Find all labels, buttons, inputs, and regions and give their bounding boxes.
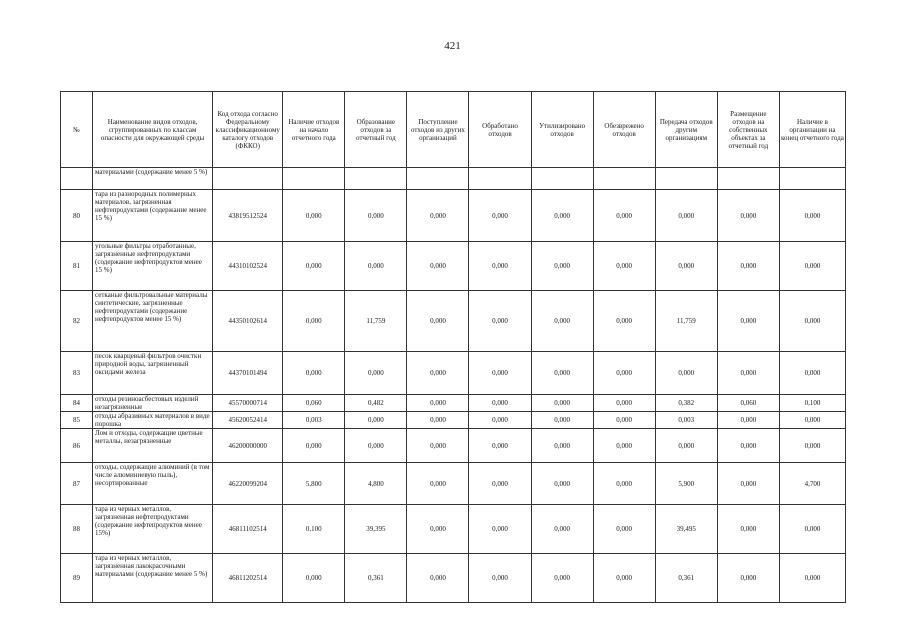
column-header: Наименование видов отходов, сгруппированных по классам опасности для окружающей среды — [93, 92, 213, 168]
value-cell — [345, 168, 407, 190]
row-number: 89 — [61, 554, 93, 603]
value-cell: 0,000 — [407, 412, 469, 429]
value-cell: 0,000 — [531, 291, 593, 352]
value-cell: 0,000 — [717, 352, 779, 395]
column-header: Наличие в организации на конец отчетного года — [779, 92, 845, 168]
waste-table — [60, 91, 846, 603]
waste-name: отходы, содержащие алюминий (в том числе алюминиевую пыль), несортированные — [93, 463, 213, 505]
value-cell: 0,000 — [407, 352, 469, 395]
row-number: 86 — [61, 429, 93, 463]
value-cell: 0,000 — [531, 463, 593, 505]
value-cell: 0,000 — [717, 505, 779, 554]
value-cell: 0,000 — [593, 505, 655, 554]
value-cell: 0,000 — [531, 190, 593, 242]
table-header-row — [61, 92, 846, 168]
column-header: Поступление отходов из других организаций — [407, 92, 469, 168]
value-cell: 0,000 — [469, 505, 531, 554]
value-cell: 0,000 — [283, 352, 345, 395]
value-cell: 0,000 — [717, 429, 779, 463]
value-cell: 0,000 — [593, 291, 655, 352]
value-cell — [655, 168, 717, 190]
value-cell: 0,000 — [593, 412, 655, 429]
value-cell: 0,000 — [407, 242, 469, 291]
value-cell: 0,000 — [469, 190, 531, 242]
value-cell: 0,000 — [407, 505, 469, 554]
value-cell: 0,000 — [283, 242, 345, 291]
value-cell: 0,000 — [469, 291, 531, 352]
table-row — [61, 554, 846, 603]
value-cell: 4,700 — [779, 463, 845, 505]
waste-name: сетканые фильтровальные материалы синтетические, загрязненные нефтепродуктами (содержание нефтепродуктов менее 15 %) — [93, 291, 213, 352]
waste-name: угольные фильтры отработанные, загрязненные нефтепродуктами (содержание нефтепродуктов менее 15 %) — [93, 242, 213, 291]
value-cell: 0,100 — [283, 505, 345, 554]
value-cell: 0,000 — [407, 554, 469, 603]
waste-name: материалами (содержание менее 5 %) — [93, 168, 213, 190]
column-header: Образование отходов за отчетный год — [345, 92, 407, 168]
value-cell — [717, 168, 779, 190]
row-number: 85 — [61, 412, 93, 429]
value-cell: 0,000 — [717, 463, 779, 505]
row-number: 87 — [61, 463, 93, 505]
value-cell: 0,000 — [345, 352, 407, 395]
row-number: 81 — [61, 242, 93, 291]
value-cell: 0,000 — [593, 242, 655, 291]
value-cell: 0,000 — [779, 190, 845, 242]
fkko-code: 46220099204 — [213, 463, 283, 505]
fkko-code: 46811202514 — [213, 554, 283, 603]
row-number: 83 — [61, 352, 93, 395]
fkko-code: 45570000714 — [213, 395, 283, 412]
page-number: 421 — [444, 40, 461, 52]
value-cell: 4,800 — [345, 463, 407, 505]
waste-name: отходы резиноасбестовых изделий незагрязненные — [93, 395, 213, 412]
row-number: 80 — [61, 190, 93, 242]
value-cell: 0,000 — [593, 429, 655, 463]
value-cell: 0,000 — [531, 505, 593, 554]
value-cell: 0,000 — [407, 463, 469, 505]
column-header: Утилизировано отходов — [531, 92, 593, 168]
value-cell: 0,000 — [531, 395, 593, 412]
value-cell: 0,003 — [283, 412, 345, 429]
value-cell: 0,000 — [593, 395, 655, 412]
value-cell: 0,000 — [717, 412, 779, 429]
column-header: Обработано отходов — [469, 92, 531, 168]
waste-name: тара из разнородных полимерных материалов, загрязненная нефтепродуктами (содержание менее 15 %) — [93, 190, 213, 242]
table-row — [61, 242, 846, 291]
value-cell: 0,382 — [655, 395, 717, 412]
value-cell: 0,000 — [469, 554, 531, 603]
value-cell: 0,060 — [717, 395, 779, 412]
value-cell: 0,000 — [345, 190, 407, 242]
value-cell: 39,395 — [345, 505, 407, 554]
table-row — [61, 291, 846, 352]
value-cell — [531, 168, 593, 190]
value-cell: 0,000 — [469, 242, 531, 291]
value-cell: 0,000 — [655, 190, 717, 242]
value-cell: 0,000 — [469, 412, 531, 429]
value-cell: 0,000 — [283, 429, 345, 463]
value-cell: 0,000 — [655, 429, 717, 463]
fkko-code: 46200000000 — [213, 429, 283, 463]
waste-name: Лом и отходы, содержащие цветные металлы, незагрязненные — [93, 429, 213, 463]
value-cell: 0,000 — [779, 412, 845, 429]
value-cell: 0,000 — [593, 352, 655, 395]
value-cell: 0,000 — [469, 429, 531, 463]
value-cell: 0,000 — [469, 395, 531, 412]
value-cell: 39,495 — [655, 505, 717, 554]
column-header: № — [61, 92, 93, 168]
value-cell: 0,000 — [407, 291, 469, 352]
value-cell: 0,000 — [779, 291, 845, 352]
value-cell: 0,000 — [717, 554, 779, 603]
fkko-code: 43819512524 — [213, 190, 283, 242]
value-cell — [779, 168, 845, 190]
value-cell: 0,000 — [345, 412, 407, 429]
value-cell: 0,000 — [717, 291, 779, 352]
waste-name: отходы абразивных материалов в виде порошка — [93, 412, 213, 429]
value-cell — [593, 168, 655, 190]
waste-name: тара из черных металлов, загрязненная нефтепродуктами (содержание нефтепродуктов менее 15%) — [93, 505, 213, 554]
value-cell: 0,000 — [345, 242, 407, 291]
value-cell: 0,000 — [717, 190, 779, 242]
row-number — [61, 168, 93, 190]
value-cell: 5,800 — [283, 463, 345, 505]
value-cell: 0,003 — [655, 412, 717, 429]
table-row — [61, 190, 846, 242]
value-cell: 0,000 — [655, 352, 717, 395]
waste-name: песок кварцевый фильтров очистки природной воды, загрязненный оксидами железа — [93, 352, 213, 395]
table-body — [61, 168, 846, 603]
row-number: 84 — [61, 395, 93, 412]
value-cell: 0,361 — [345, 554, 407, 603]
table-row — [61, 395, 846, 412]
row-number: 82 — [61, 291, 93, 352]
value-cell: 0,000 — [531, 352, 593, 395]
value-cell: 0,000 — [283, 190, 345, 242]
table-row — [61, 505, 846, 554]
value-cell: 0,000 — [655, 242, 717, 291]
column-header: Обезврежено отходов — [593, 92, 655, 168]
value-cell: 0,100 — [779, 395, 845, 412]
fkko-code: 44370101494 — [213, 352, 283, 395]
value-cell: 0,000 — [407, 429, 469, 463]
value-cell: 0,482 — [345, 395, 407, 412]
table-row — [61, 463, 846, 505]
value-cell: 0,361 — [655, 554, 717, 603]
value-cell: 11,759 — [345, 291, 407, 352]
value-cell: 0,000 — [283, 291, 345, 352]
value-cell: 0,000 — [407, 190, 469, 242]
value-cell: 11,759 — [655, 291, 717, 352]
value-cell: 0,000 — [593, 554, 655, 603]
value-cell: 0,000 — [531, 242, 593, 291]
fkko-code: 45620052414 — [213, 412, 283, 429]
value-cell: 0,000 — [593, 463, 655, 505]
table-row — [61, 352, 846, 395]
fkko-code: 46811102514 — [213, 505, 283, 554]
fkko-code: 44350102614 — [213, 291, 283, 352]
value-cell — [469, 168, 531, 190]
value-cell: 0,000 — [779, 554, 845, 603]
value-cell: 0,000 — [469, 463, 531, 505]
fkko-code: 44310102524 — [213, 242, 283, 291]
column-header: Передача отходов другим организациям — [655, 92, 717, 168]
value-cell: 0,000 — [531, 412, 593, 429]
value-cell: 0,000 — [345, 429, 407, 463]
value-cell: 0,000 — [469, 352, 531, 395]
value-cell: 0,000 — [779, 242, 845, 291]
value-cell: 0,060 — [283, 395, 345, 412]
value-cell: 0,000 — [531, 429, 593, 463]
table-row — [61, 429, 846, 463]
value-cell: 5,900 — [655, 463, 717, 505]
value-cell — [283, 168, 345, 190]
value-cell: 0,000 — [283, 554, 345, 603]
value-cell: 0,000 — [717, 242, 779, 291]
column-header: Размещение отходов на собственных объектах за отчетный год — [717, 92, 779, 168]
value-cell: 0,000 — [531, 554, 593, 603]
value-cell: 0,000 — [407, 395, 469, 412]
value-cell — [407, 168, 469, 190]
value-cell: 0,000 — [779, 505, 845, 554]
column-header: Наличие отходов на начало отчетного года — [283, 92, 345, 168]
waste-name: тара из черных металлов, загрязненная лакокрасочными материалами (содержание менее 5 %) — [93, 554, 213, 603]
table-row — [61, 412, 846, 429]
value-cell: 0,000 — [593, 190, 655, 242]
value-cell: 0,000 — [779, 429, 845, 463]
value-cell: 0,000 — [779, 352, 845, 395]
row-number: 88 — [61, 505, 93, 554]
column-header: Код отхода согласно Федеральному классификационному каталогу отходов (ФККО) — [213, 92, 283, 168]
table-row — [61, 168, 846, 190]
fkko-code — [213, 168, 283, 190]
